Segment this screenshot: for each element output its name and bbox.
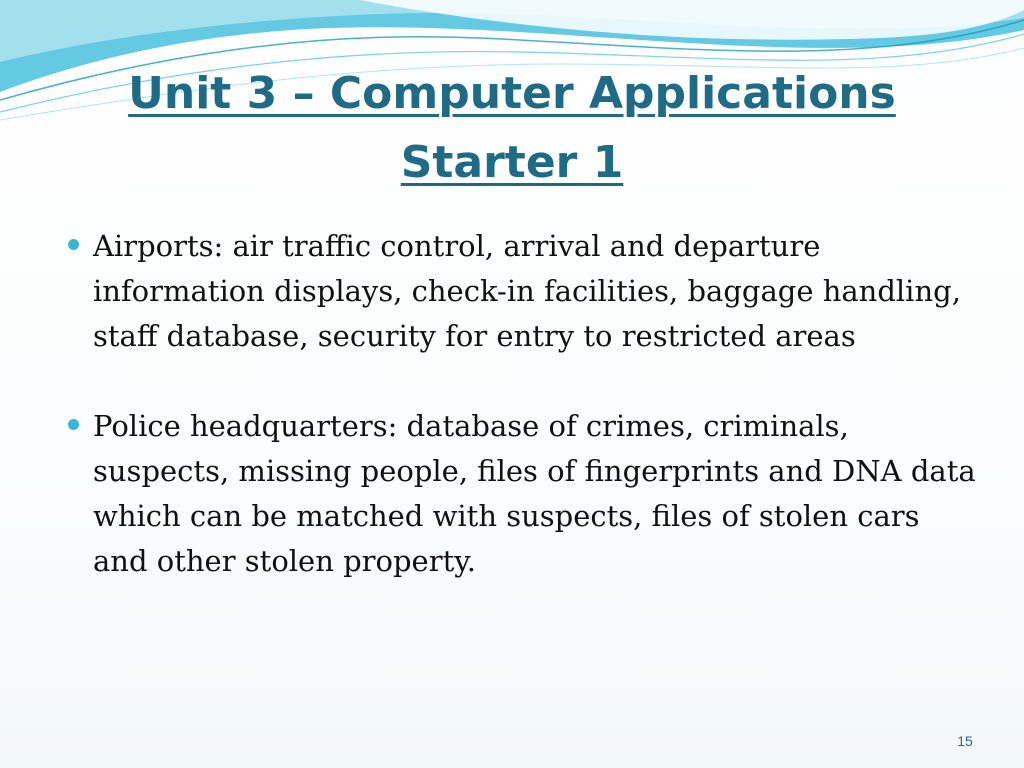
bullet-text: Airports: air traffic control, arrival and departure information displays, check-in facilities, baggage handling, staff database, security for entry to restricted areas [93,229,961,353]
slide-title-line-1: Unit 3 – Computer Applications [128,68,896,119]
bullet-item-airports [60,224,980,359]
page-number: 15 [957,733,973,749]
bullet-dot-icon [68,239,79,250]
slide-title-line-2: Starter 1 [400,137,624,188]
bullet-text: Police headquarters: database of crimes, criminals, suspects, missing people, files of fingerprints and DNA data which can be matched with suspects, files of stolen cars and other stolen property. [93,409,976,578]
bullet-dot-icon [68,419,79,430]
bullet-item-police [60,404,980,584]
bullet-list [60,224,980,584]
